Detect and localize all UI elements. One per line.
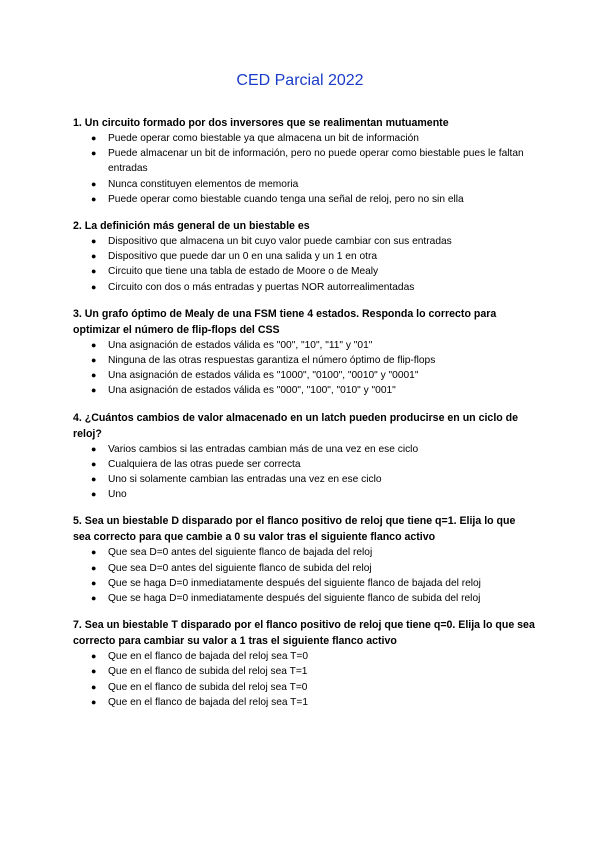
question-4 <box>73 410 535 503</box>
question-1 <box>73 115 535 207</box>
bullet-icon: ● <box>91 681 97 692</box>
question-3 <box>73 306 535 399</box>
answer-option <box>91 383 535 398</box>
document-title: CED Parcial 2022 <box>236 72 364 89</box>
bullet-icon: ● <box>91 266 97 277</box>
bullet-icon: ● <box>91 562 97 573</box>
option-text: Una asignación de estados válida es "000", "100", "010" y "001" <box>108 385 396 397</box>
option-text: Dispositivo que almacena un bit cuyo valor puede cambiar con sus entradas <box>108 236 452 248</box>
bullet-icon: ● <box>91 236 97 247</box>
answer-option <box>91 576 535 591</box>
bullet-icon: ● <box>91 696 97 707</box>
bullet-icon: ● <box>91 355 97 366</box>
bullet-icon: ● <box>91 547 97 558</box>
option-text: Puede operar como biestable ya que almacena un bit de información <box>108 133 419 144</box>
option-text: Una asignación de estados válida es "00", "10", "11" y "01" <box>108 339 373 351</box>
option-text: Varios cambios si las entradas cambian más de una vez en ese ciclo <box>108 443 419 455</box>
bullet-icon: ● <box>91 651 97 662</box>
question-text: 1. Un circuito formado por dos inversores que se realimentan mutuamente <box>73 117 449 129</box>
answer-option <box>91 280 535 295</box>
option-text: Dispositivo que puede dar un 0 en una salida y un 1 en otra <box>108 251 378 263</box>
answer-option <box>91 131 535 146</box>
bullet-icon: ● <box>91 385 97 396</box>
bullet-icon: ● <box>91 443 97 454</box>
option-text: Puede operar como biestable cuando tenga una señal de reloj, pero no sin ella <box>108 193 464 205</box>
bullet-icon: ● <box>91 458 97 469</box>
answer-option <box>91 146 535 176</box>
answer-option <box>91 545 535 560</box>
option-list <box>73 338 535 399</box>
answer-option <box>91 561 535 576</box>
answer-option <box>91 487 535 502</box>
bullet-icon: ● <box>91 148 97 159</box>
answer-option <box>91 680 535 695</box>
answer-option <box>91 264 535 279</box>
question-text: 5. Sea un biestable D disparado por el flanco positivo de reloj que tiene q=1. Elija lo que sea correcto para que cambie a 0 su valor tras el siguiente flanco activo <box>73 515 516 544</box>
question-list <box>73 115 535 721</box>
bullet-icon: ● <box>91 666 97 677</box>
option-text: Que en el flanco de bajada del reloj sea T=1 <box>108 696 309 708</box>
option-text: Circuito con dos o más entradas y puertas NOR autorrealimentadas <box>108 281 415 293</box>
question-2 <box>73 218 535 295</box>
question-text: 2. La definición más general de un biestable es <box>73 220 310 233</box>
option-list <box>73 545 535 606</box>
bullet-icon: ● <box>91 489 97 500</box>
option-text: Que sea D=0 antes del siguiente flanco de subida del reloj <box>108 562 372 574</box>
answer-option <box>91 177 535 192</box>
bullet-icon: ● <box>91 178 97 189</box>
answer-option <box>91 457 535 472</box>
answer-option <box>91 442 535 457</box>
answer-option <box>91 249 535 264</box>
question-text: 7. Sea un biestable T disparado por el flanco positivo de reloj que tiene q=0. Elija lo que sea correcto para cambiar su valor a 1 tras el siguiente flanco activo <box>73 619 535 648</box>
bullet-icon: ● <box>91 370 97 381</box>
answer-option <box>91 234 535 249</box>
option-text: Que sea D=0 antes del siguiente flanco de bajada del reloj <box>108 547 373 559</box>
bullet-icon: ● <box>91 339 97 350</box>
bullet-icon: ● <box>91 593 97 604</box>
bullet-icon: ● <box>91 133 97 143</box>
answer-option <box>91 192 535 207</box>
option-text: Que en el flanco de subida del reloj sea T=1 <box>108 666 308 678</box>
answer-option <box>91 664 535 679</box>
option-text: Que en el flanco de bajada del reloj sea T=0 <box>108 651 309 663</box>
question-7 <box>73 617 535 710</box>
question-text: 4. ¿Cuántos cambios de valor almacenado en un latch pueden producirse en un ciclo de reloj? <box>73 411 519 440</box>
bullet-icon: ● <box>91 281 97 292</box>
option-text: Cualquiera de las otras puede ser correcta <box>108 458 301 470</box>
option-text: Circuito que tiene una tabla de estado de Moore o de Mealy <box>108 266 379 278</box>
answer-option <box>91 353 535 368</box>
option-text: Uno si solamente cambian las entradas una vez en ese ciclo <box>108 474 382 486</box>
answer-option <box>91 591 535 606</box>
option-text: Puede almacenar un bit de información, pero no puede operar como biestable pues le faltan entradas <box>108 148 524 175</box>
question-text: 3. Un grafo óptimo de Mealy de una FSM tiene 4 estados. Responda lo correcto para optimizar el número de flip-flops del CSS <box>73 307 497 336</box>
answer-option <box>91 649 535 664</box>
bullet-icon: ● <box>91 577 97 588</box>
option-list <box>73 131 535 207</box>
option-list <box>73 649 535 710</box>
option-text: Que se haga D=0 inmediatamente después del siguiente flanco de subida del reloj <box>108 593 481 605</box>
bullet-icon: ● <box>91 251 97 262</box>
option-text: Ninguna de las otras respuestas garantiza el número óptimo de flip-flops <box>108 355 436 367</box>
option-text: Que en el flanco de subida del reloj sea T=0 <box>108 681 308 693</box>
answer-option <box>91 472 535 487</box>
answer-option <box>91 368 535 383</box>
bullet-icon: ● <box>91 193 97 204</box>
answer-option <box>91 695 535 710</box>
option-text: Nunca constituyen elementos de memoria <box>108 178 299 190</box>
question-5 <box>73 513 535 606</box>
option-text: Una asignación de estados válida es "1000", "0100", "0010" y "0001" <box>108 370 419 382</box>
option-text: Uno <box>108 489 127 501</box>
answer-option <box>91 338 535 353</box>
option-text: Que se haga D=0 inmediatamente después del siguiente flanco de bajada del reloj <box>108 577 481 589</box>
option-list <box>73 234 535 295</box>
bullet-icon: ● <box>91 474 97 485</box>
option-list <box>73 442 535 503</box>
